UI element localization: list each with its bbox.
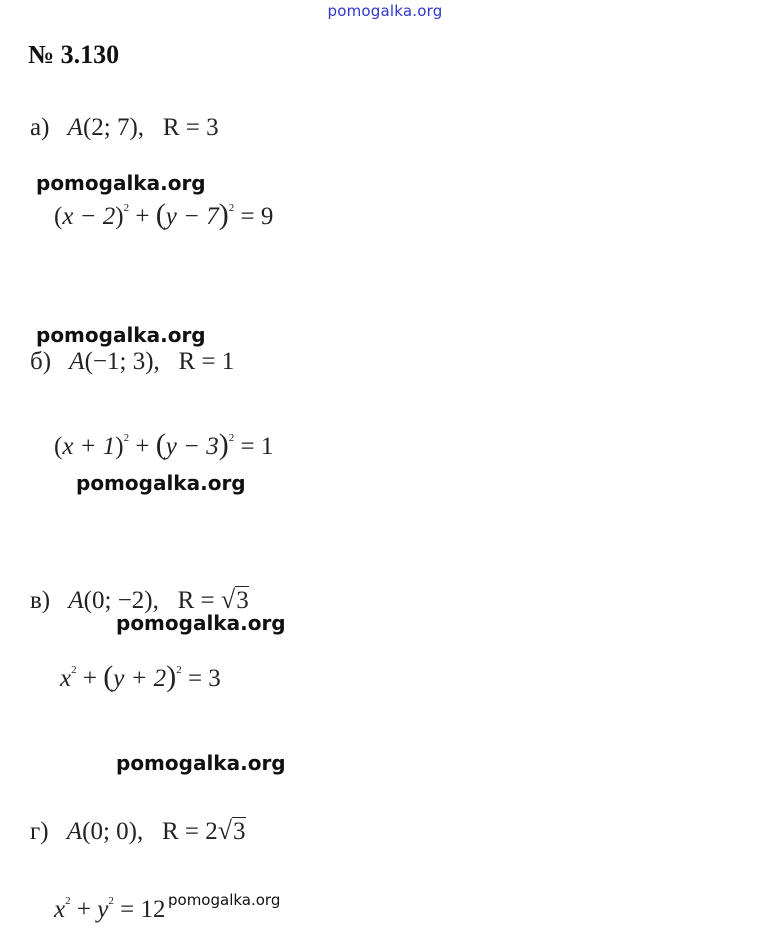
- y-term: y + 2: [113, 665, 167, 692]
- point-coords: (0; 0),: [82, 818, 144, 845]
- rhs: 3: [208, 665, 221, 692]
- rhs: 9: [260, 203, 274, 230]
- top-watermark: pomogalka.org: [327, 2, 443, 20]
- part-b-label: б): [30, 348, 52, 375]
- point-coords: (2; 7),: [82, 114, 145, 141]
- point-name: A: [69, 348, 85, 375]
- exponent: 2: [71, 664, 77, 676]
- exponent: 2: [228, 202, 235, 214]
- exponent: 2: [108, 895, 114, 907]
- part-a-condition: [30, 114, 219, 142]
- x-term: x: [60, 665, 72, 692]
- plus-sign: +: [76, 896, 91, 923]
- equals-sign: =: [120, 896, 135, 923]
- x-term: x − 2: [62, 203, 116, 230]
- equals-sign: =: [240, 203, 255, 230]
- rhs: 12: [140, 896, 166, 923]
- point-name: A: [68, 587, 84, 614]
- part-b-equation: $(x + 1)^2 + (y - 3)^2 = 1$: [54, 428, 274, 461]
- x-term: x: [54, 896, 66, 923]
- y-term: y: [97, 896, 109, 923]
- part-c-equation: $x^2 + (y + 2)^2 = 3$: [60, 660, 221, 693]
- radius: R = 3: [162, 114, 219, 141]
- part-a-label: а): [30, 114, 50, 141]
- y-term: y − 3: [165, 433, 219, 460]
- watermark-small: pomogalka.org: [168, 891, 281, 909]
- exponent: 2: [176, 664, 182, 676]
- point-name: A: [66, 818, 83, 845]
- part-d-equation: [54, 896, 165, 924]
- y-term: y − 7: [165, 203, 219, 230]
- square-root: √3: [217, 816, 246, 845]
- exponent: 2: [65, 895, 71, 907]
- equals-sign: =: [187, 665, 203, 692]
- radius: R = 1: [178, 348, 235, 375]
- part-b-condition: [30, 348, 234, 376]
- radius-prefix: R = 2: [161, 818, 218, 845]
- watermark: pomogalka.org: [36, 171, 206, 195]
- radicand: 3: [233, 818, 246, 845]
- part-d-condition: [30, 816, 246, 846]
- plus-sign: +: [82, 665, 97, 692]
- radius-prefix: R =: [177, 587, 215, 614]
- watermark: pomogalka.org: [116, 751, 286, 775]
- exponent: 2: [123, 202, 130, 214]
- part-c-label: в): [30, 587, 51, 614]
- point-coords: (−1; 3),: [84, 348, 160, 375]
- point-coords: (0; −2),: [83, 587, 159, 614]
- watermark: pomogalka.org: [116, 611, 286, 635]
- problem-number: № 3.130: [28, 40, 120, 69]
- plus-sign: +: [135, 203, 150, 230]
- point-name: A: [67, 114, 83, 141]
- radicand: 3: [236, 587, 249, 614]
- equals-sign: =: [240, 433, 255, 460]
- x-term: x + 1: [62, 433, 116, 460]
- rhs: 1: [260, 433, 274, 460]
- plus-sign: +: [135, 433, 150, 460]
- watermark: pomogalka.org: [76, 471, 246, 495]
- part-a-equation: $(x - 2)^2 + (y - 7)^2 = 9$: [54, 198, 274, 231]
- watermark: pomogalka.org: [36, 323, 206, 347]
- exponent: 2: [228, 432, 235, 444]
- part-d-label: г): [30, 818, 49, 845]
- square-root: √3: [220, 585, 249, 614]
- exponent: 2: [123, 432, 130, 444]
